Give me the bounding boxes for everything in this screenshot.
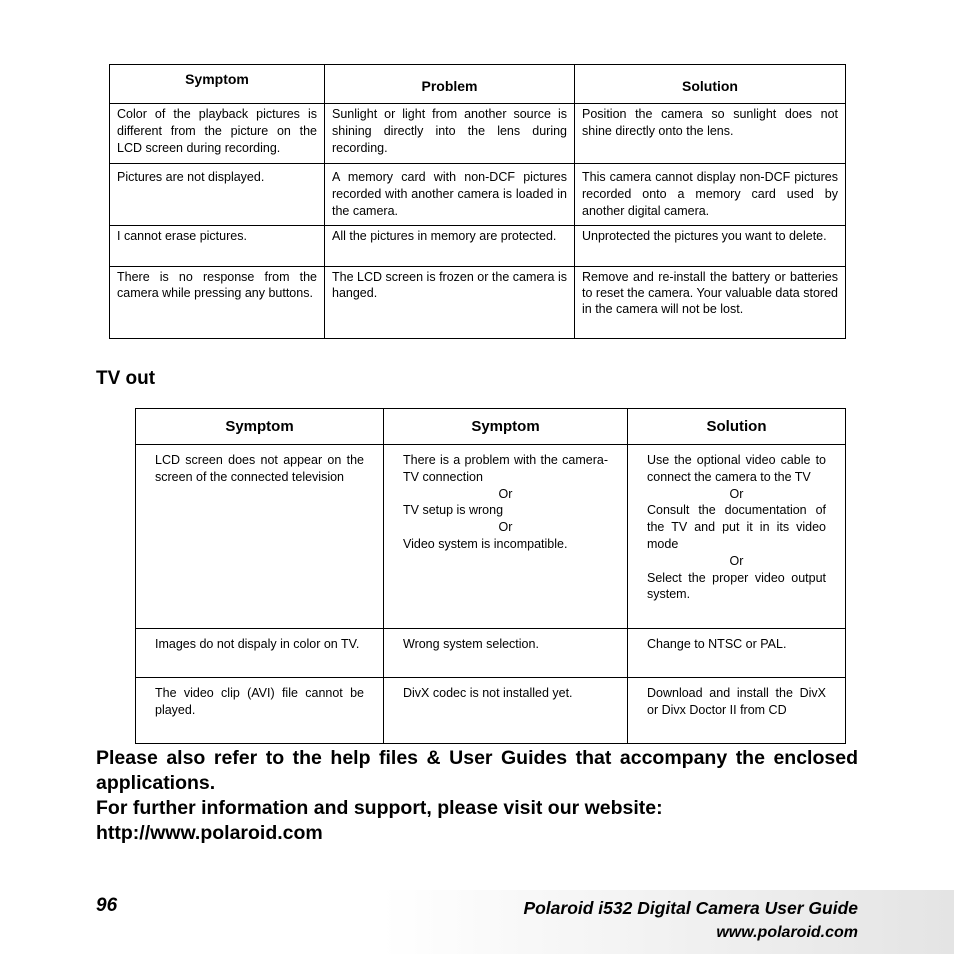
section-heading-tv-out: TV out xyxy=(96,368,156,389)
symptom-cell: I cannot erase pictures. xyxy=(110,226,325,267)
symptom-cell: Images do not dispaly in color on TV. xyxy=(136,629,384,678)
table-row xyxy=(110,104,846,164)
table-header-row xyxy=(136,409,846,445)
problem-cell: The LCD screen is frozen or the camera is hanged. xyxy=(325,267,575,339)
problem-cell: Wrong system selection. xyxy=(384,629,628,678)
problem-line: Video system is incompatible. xyxy=(403,536,568,551)
solution-cell: Unprotected the pictures you want to delete. xyxy=(575,226,846,267)
or-separator: Or xyxy=(498,486,513,501)
or-separator: Or xyxy=(729,486,744,501)
problem-cell xyxy=(384,445,628,629)
solution-cell: Remove and re-install the battery or batteries to reset the camera. Your valuable data stored in the camera will not be lost. xyxy=(575,267,846,339)
solution-line: Use the optional video cable to connect the camera to the TV xyxy=(647,453,826,484)
problem-cell: DivX codec is not installed yet. xyxy=(384,678,628,744)
website-link[interactable]: http://www.polaroid.com xyxy=(96,822,323,844)
table-row xyxy=(136,445,846,629)
troubleshooting-table xyxy=(109,64,846,339)
problem-line: There is a problem with the camera-TV connection xyxy=(403,453,608,484)
solution-cell xyxy=(628,445,846,629)
solution-line: Consult the documentation of the TV and put it in its video mode xyxy=(647,503,826,551)
table-row xyxy=(136,678,846,744)
solution-cell: This camera cannot display non-DCF pictures recorded onto a memory card used by another digital camera. xyxy=(575,164,846,226)
column-header-symptom-2: Symptom xyxy=(384,409,628,445)
or-separator: Or xyxy=(729,553,744,568)
footer-website-link[interactable]: www.polaroid.com xyxy=(716,924,858,941)
support-note: For further information and support, please visit our website: xyxy=(96,797,663,819)
solution-line: Select the proper video output system. xyxy=(647,570,826,602)
column-header-solution: Solution xyxy=(575,65,846,104)
column-header-symptom: Symptom xyxy=(110,65,325,104)
solution-cell: Position the camera so sunlight does not shine directly onto the lens. xyxy=(575,104,846,164)
help-files-note: Please also refer to the help files & User Guides that accompany the enclosed applications. xyxy=(96,747,858,794)
solution-cell: Change to NTSC or PAL. xyxy=(628,629,846,678)
symptom-cell: The video clip (AVI) file cannot be played. xyxy=(136,678,384,744)
tv-out-table xyxy=(135,408,846,744)
column-header-problem: Problem xyxy=(325,65,575,104)
page-number: 96 xyxy=(96,895,118,916)
problem-line: TV setup is wrong xyxy=(403,503,504,518)
problem-cell: A memory card with non-DCF pictures recorded with another camera is loaded in the camera. xyxy=(325,164,575,226)
table-header-row xyxy=(110,65,846,104)
guide-title: Polaroid i532 Digital Camera User Guide xyxy=(523,898,858,918)
column-header-symptom: Symptom xyxy=(136,409,384,445)
table-row xyxy=(110,226,846,267)
problem-cell: All the pictures in memory are protected. xyxy=(325,226,575,267)
or-separator: Or xyxy=(498,520,513,535)
symptom-cell: Color of the playback pictures is different from the picture on the LCD screen during recording. xyxy=(110,104,325,164)
symptom-cell: LCD screen does not appear on the screen of the connected television xyxy=(136,445,384,629)
solution-cell: Download and install the DivX or Divx Doctor II from CD xyxy=(628,678,846,744)
symptom-cell: Pictures are not displayed. xyxy=(110,164,325,226)
table-row xyxy=(136,629,846,678)
column-header-solution: Solution xyxy=(628,409,846,445)
problem-cell: Sunlight or light from another source is shining directly into the lens during recording. xyxy=(325,104,575,164)
table-row xyxy=(110,164,846,226)
table-row xyxy=(110,267,846,339)
symptom-cell: There is no response from the camera while pressing any buttons. xyxy=(110,267,325,339)
